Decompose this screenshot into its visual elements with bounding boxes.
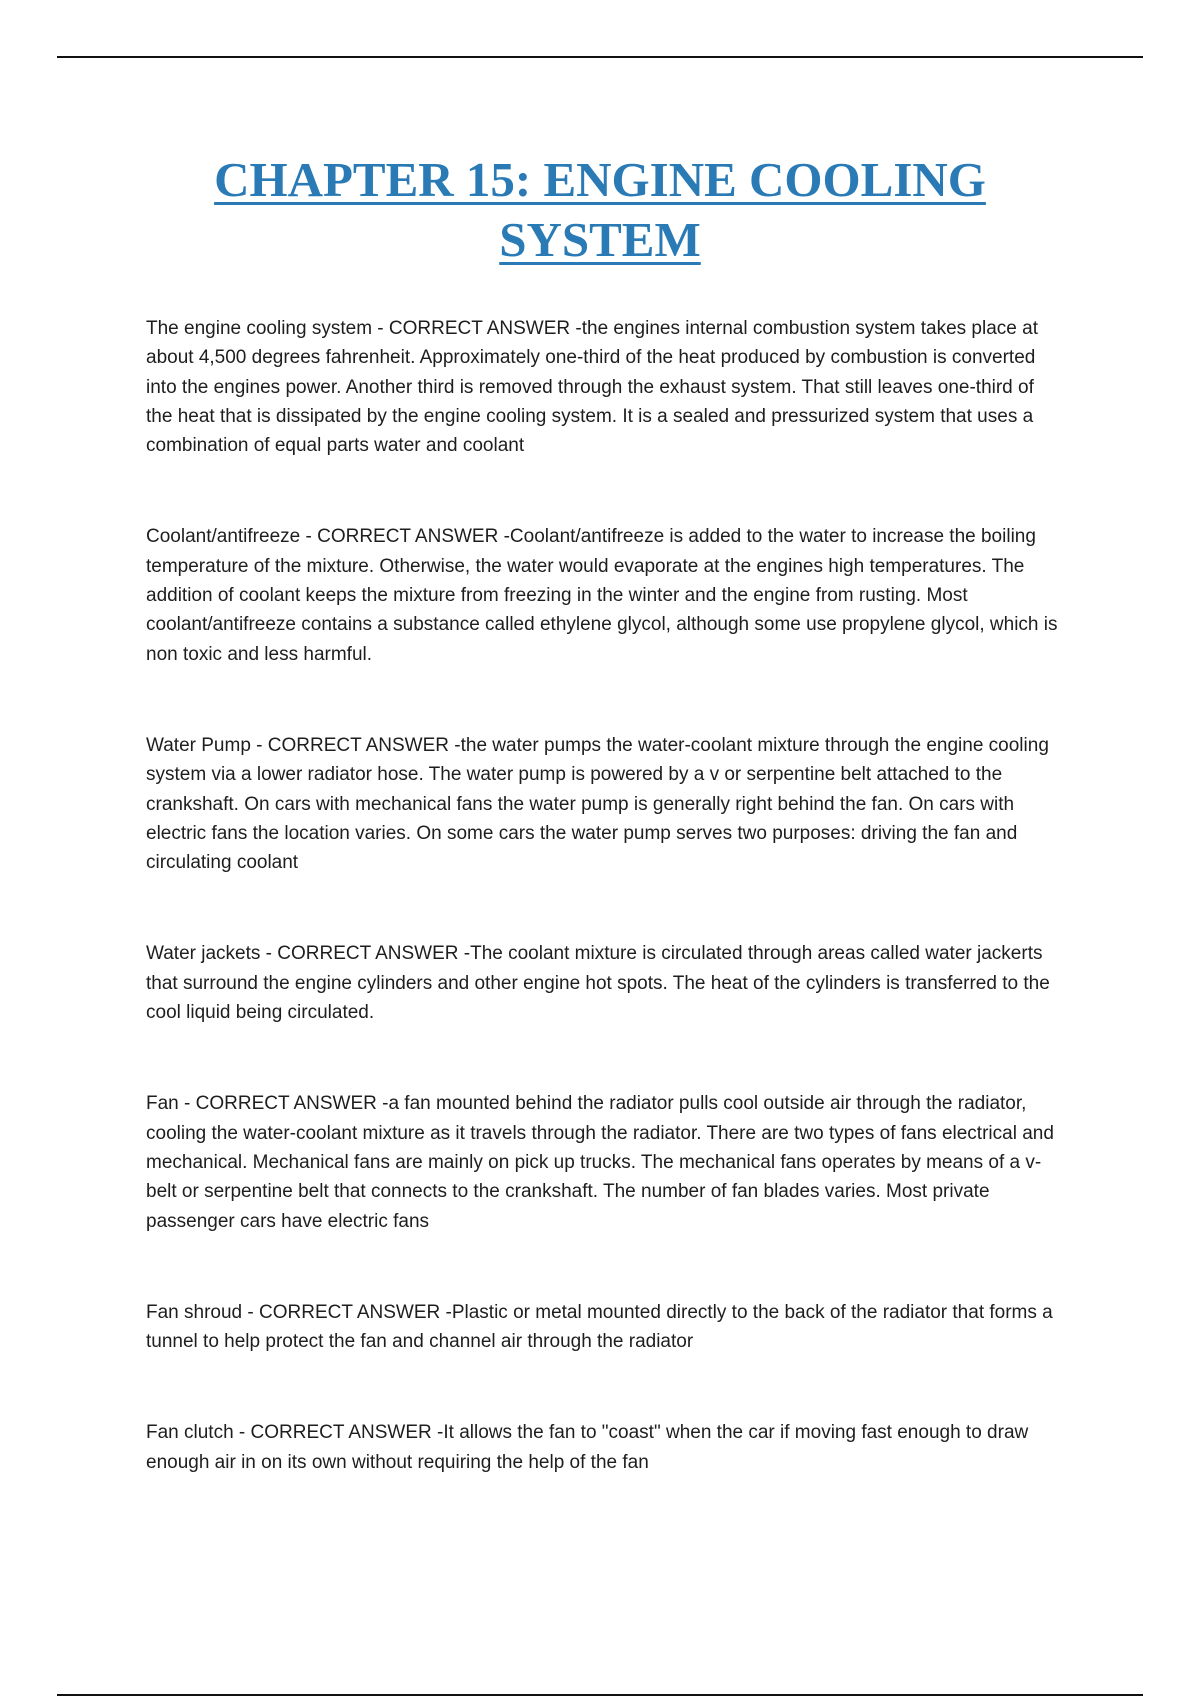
page-title (130, 150, 1070, 270)
page-title-text: CHAPTER 15: ENGINE COOLING SYSTEM (214, 152, 986, 267)
entry-fan-shroud: Fan shroud - CORRECT ANSWER -Plastic or metal mounted directly to the back of the radiator that forms a tunnel to help protect the fan and channel air through the radiator (146, 1301, 1053, 1353)
entry-water-jackets: Water jackets - CORRECT ANSWER -The coolant mixture is circulated through areas called water jackerts that surround the engine cylinders and other engine hot spots. The heat of the cylinders is transferred to the cool liquid being circulated. (146, 943, 1050, 1024)
bottom-rule (57, 1694, 1143, 1696)
entry-engine-cooling-system: The engine cooling system - CORRECT ANSWER -the engines internal combustion system takes place at about 4,500 degrees fahrenheit. Approximately one-third of the heat produced by combustion is converted into the engines power. Another third is removed through the exhaust system. That still leaves one-third of the heat that is dissipated by the engine cooling system. It is a sealed and pressurized system that uses a combination of equal parts water and coolant (146, 318, 1038, 457)
entry-fan-clutch: Fan clutch - CORRECT ANSWER -It allows the fan to "coast" when the car if moving fast enough to draw enough air in on its own without requiring the help of the fan (146, 1422, 1029, 1473)
entry-water-pump: Water Pump - CORRECT ANSWER -the water pumps the water-coolant mixture through the engine cooling system via a lower radiator hose. The water pump is powered by a v or serpentine belt attached to the crankshaft. On cars with mechanical fans the water pump is generally right behind the fan. On cars with electric fans the location varies. On some cars the water pump serves two purposes: driving the fan and circulating coolant (146, 734, 1049, 874)
entry-fan: Fan - CORRECT ANSWER -a fan mounted behind the radiator pulls cool outside air through the radiator, cooling the water-coolant mixture as it travels through the radiator. There are two types of fans electrical and mechanical. Mechanical fans are mainly on pick up trucks. The mechanical fans operates by means of a v-belt or serpentine belt that connects to the crankshaft. The number of fan blades varies. Most private passenger cars have electric fans (146, 1093, 1054, 1232)
top-rule (57, 56, 1143, 58)
entry-list (146, 314, 1061, 1539)
entry-coolant-antifreeze: Coolant/antifreeze - CORRECT ANSWER -Coolant/antifreeze is added to the water to increase the boiling temperature of the mixture. Otherwise, the water would evaporate at the engines high temperatures. The addition of coolant keeps the mixture from freezing in the winter and the engine from rusting. Most coolant/antifreeze contains a substance called ethylene glycol, although some use propylene glycol, which is non toxic and less harmful. (146, 526, 1058, 665)
